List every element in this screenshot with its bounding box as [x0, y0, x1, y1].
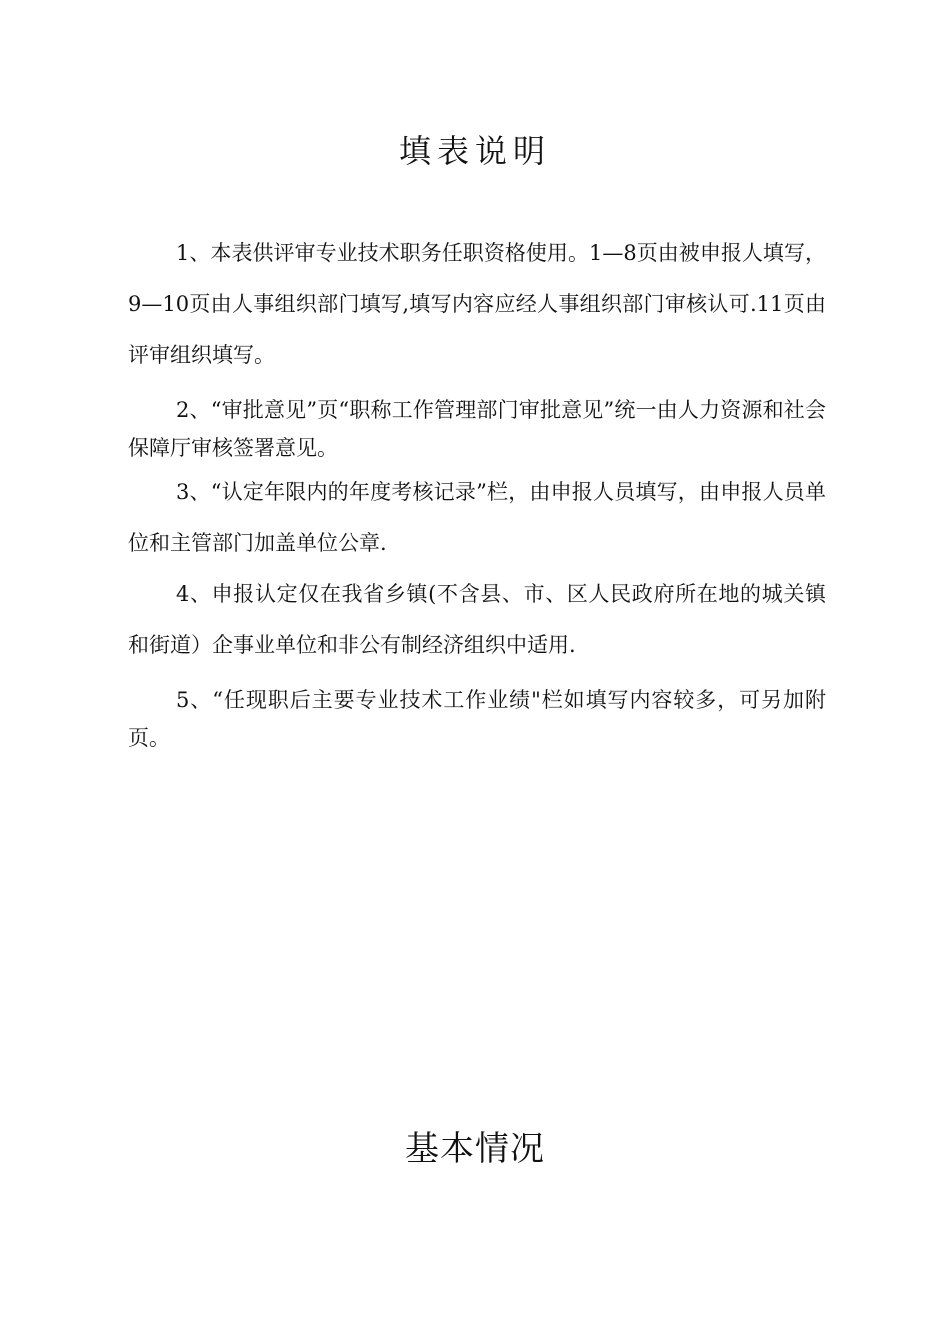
instruction-item-3: 3、“认定年限内的年度考核记录”栏，由申报人员填写，由申报人员单位和主管部门加盖单位公章.: [128, 480, 826, 555]
page-title: 填表说明: [398, 132, 551, 170]
instruction-item-2: 2、“审批意见”页“职称工作管理部门审批意见”统一由人力资源和社会保障厅审核签署意见。: [128, 398, 826, 460]
instruction-item-5: 5、“任现职后主要专业技术工作业绩"栏如填写内容较多，可另加附页。: [128, 688, 826, 750]
instruction-item-4: 4、申报认定仅在我省乡镇(不含县、市、区人民政府所在地的城关镇和街道）企事业单位和非公有制经济组织中适用.: [128, 582, 826, 657]
instruction-item-1: 1、本表供评审专业技术职务任职资格使用。1—8页由被申报人填写，9—10页由人事组织部门填写,填写内容应经人事组织部门审核认可.11页由评审组织填写。: [128, 241, 826, 367]
instructions-list: [128, 228, 826, 757]
section-title: 基本情况: [405, 1129, 545, 1169]
